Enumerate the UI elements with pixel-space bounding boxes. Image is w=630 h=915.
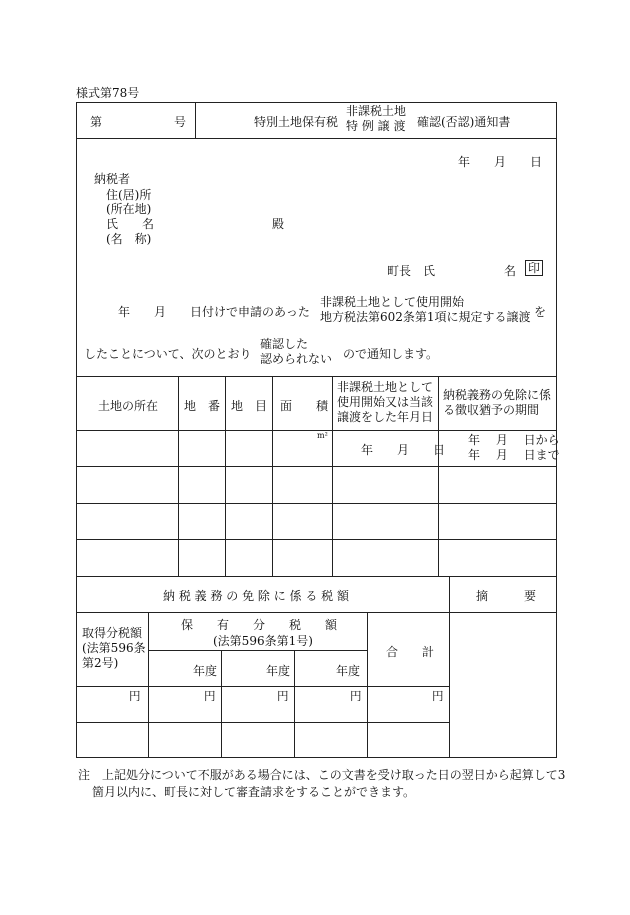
body-option-transfer: 地方税法第602条第1項に規定する譲渡 (320, 310, 531, 324)
remarks-label: 摘 要 (476, 589, 537, 603)
header-area: 面 積 (280, 399, 329, 413)
yen-year-2: 円 (277, 689, 289, 703)
taxpayer-label: 納税者 (94, 172, 131, 186)
number-go: 号 (174, 115, 187, 129)
yen-total: 円 (432, 689, 444, 703)
header-location: 土地の所在 (98, 399, 159, 413)
form-number: 様式第78号 (76, 86, 140, 100)
option-non-taxable: 非課税土地 (346, 104, 407, 118)
header-start-date-line1: 非課税土地として (337, 380, 434, 394)
header-lot-number: 地 番 (184, 399, 221, 413)
body-option-start-use: 非課税土地として使用開始 (320, 295, 465, 309)
note-line2: 箇月以内に、町長に対して審査請求をすることができます。 (92, 785, 416, 799)
fiscal-year-3: 年度 (336, 664, 361, 678)
acquisition-line1: 取得分税額 (82, 626, 143, 640)
header-land-category: 地 目 (231, 399, 268, 413)
area-unit: m² (317, 431, 328, 440)
note-mark: 注 (78, 768, 91, 782)
date-month: 月 (494, 155, 507, 169)
period-from: 年 月 日から (468, 433, 560, 447)
yen-acquisition: 円 (129, 689, 141, 703)
taxpayer-address: 住(居)所 (106, 188, 152, 202)
tax-name: 特別土地保有税 (254, 115, 339, 129)
note-line1: 上記処分について不服がある場合には、この文書を受け取った日の翌日から起算して3 (102, 768, 566, 782)
body-wo: を (534, 305, 547, 319)
start-date-cell: 年 月 日 (361, 443, 446, 457)
holding-tax-header: 保 有 分 税 額 (181, 618, 338, 632)
document-title: 確認(否認)通知書 (417, 115, 511, 129)
date-year: 年 (458, 155, 471, 169)
total-header: 合 計 (386, 645, 435, 659)
header-start-date-line3: 譲渡をした年月日 (337, 410, 434, 424)
header-options (346, 104, 406, 134)
number-dai: 第 (90, 115, 103, 129)
holding-tax-subheader: (法第596条第1号) (213, 634, 313, 648)
yen-year-1: 円 (204, 689, 216, 703)
body-year: 年 (118, 305, 131, 319)
period-to: 年 月 日まで (468, 448, 560, 462)
body-applied: 日付けで申請のあった (190, 305, 310, 319)
taxpayer-name: 氏 名 (106, 217, 155, 231)
header-exemption-line2: る徴収猶予の期間 (443, 403, 540, 417)
body-month: 月 (154, 305, 167, 319)
period-cell (468, 433, 560, 463)
header-start-date-line2: 使用開始又は当該 (337, 395, 434, 409)
honorific: 殿 (272, 217, 285, 231)
option-special-transfer: 特 例 譲 渡 (346, 119, 406, 133)
body-options (320, 295, 531, 325)
issuer-name-label: 名 (504, 264, 517, 278)
tax-amount-title: 納 税 義 務 の 免 除 に 係 る 税 額 (163, 589, 349, 603)
acquisition-line3: 第2号) (82, 656, 119, 670)
yen-year-3: 円 (350, 689, 362, 703)
confirm-options (260, 337, 332, 367)
confirm-option-denied: 認められない (260, 352, 333, 366)
issuer-title: 町長 氏 (387, 264, 436, 278)
date-day: 日 (530, 155, 543, 169)
header-exemption-period (443, 388, 551, 418)
body-line2-pre: したことについて、次のとおり (84, 347, 252, 361)
body-line2-post: ので通知します。 (343, 347, 439, 361)
seal-mark: 印 (525, 260, 543, 276)
header-start-date (337, 380, 433, 425)
taxpayer-name-alt: (名 称) (106, 232, 152, 246)
taxpayer-address-alt: (所在地) (106, 202, 152, 216)
acquisition-line2: (法第596条 (82, 641, 146, 655)
fiscal-year-1: 年度 (193, 664, 218, 678)
fiscal-year-2: 年度 (266, 664, 291, 678)
header-exemption-line1: 納税義務の免除に係 (443, 388, 552, 402)
acquisition-tax-header (82, 626, 146, 671)
confirm-option-confirmed: 確認した (260, 337, 309, 351)
